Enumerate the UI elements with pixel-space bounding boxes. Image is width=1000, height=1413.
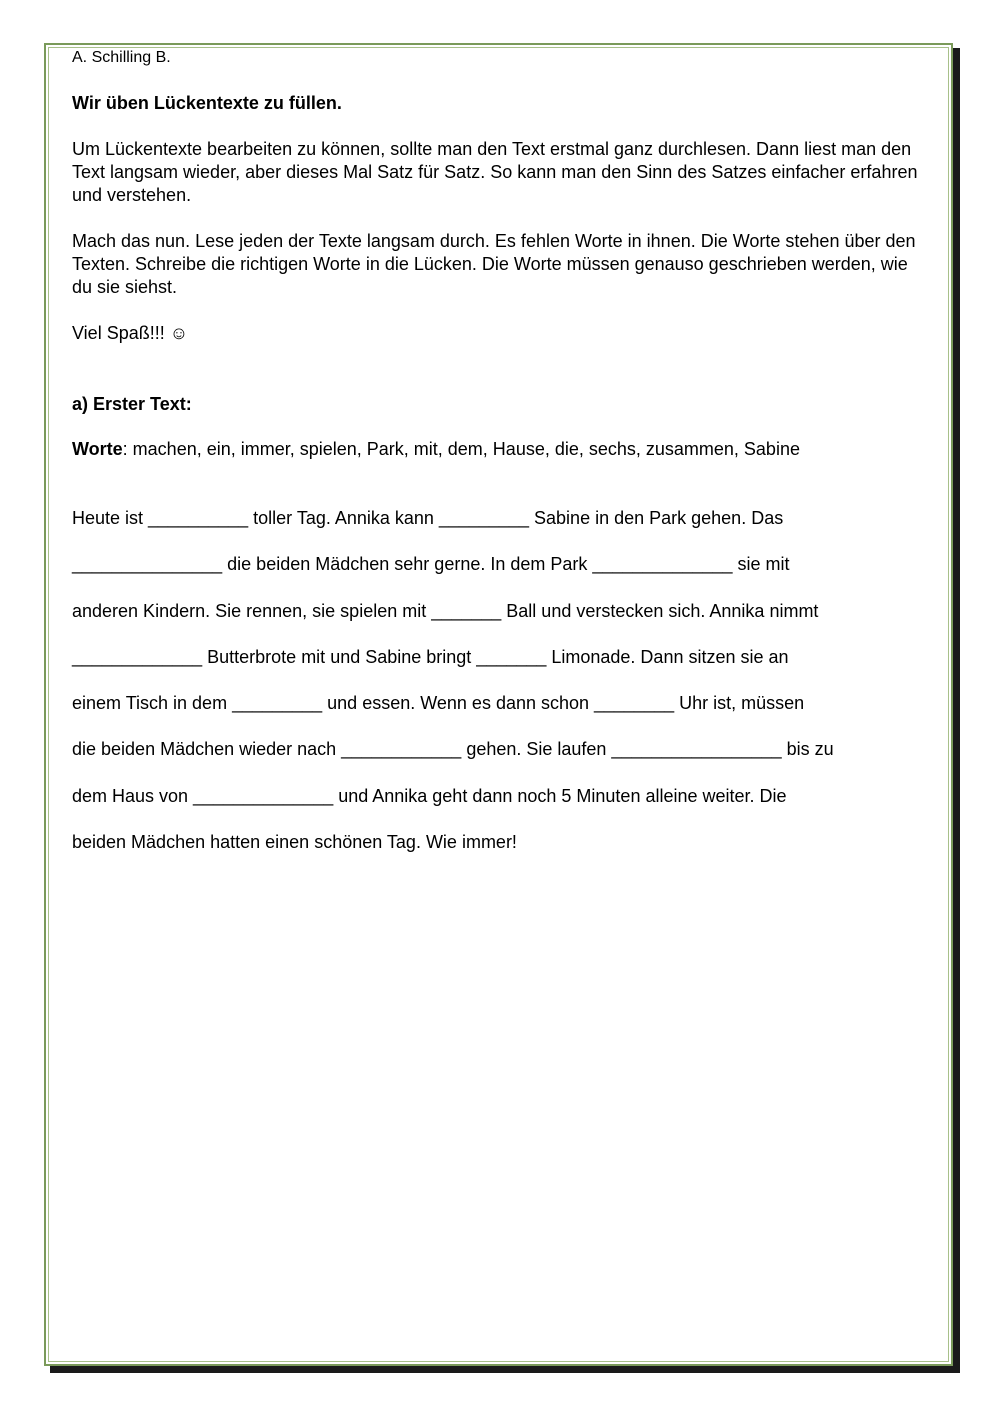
word-bank-list: : machen, ein, immer, spielen, Park, mit, dem, Hause, die, sechs, zusammen, Sabine [122, 439, 800, 459]
intro-paragraph-2: Mach das nun. Lese jeden der Texte langsam durch. Es fehlen Worte in ihnen. Die Worte stehen über den Texten. Schreibe die richtigen Worte in die Lücken. Die Worte müssen genauso geschrieben werden, wie du sie siehst. [72, 231, 916, 297]
word-bank [72, 438, 932, 461]
cloze-line: anderen Kindern. Sie rennen, sie spielen mit _______ Ball und verstecken sich. Annika nimmt [72, 600, 819, 621]
section-title: a) Erster Text: [72, 394, 192, 414]
intro-paragraph-3: Viel Spaß!!! ☺ [72, 323, 189, 343]
cloze-line: Heute ist __________ toller Tag. Annika kann _________ Sabine in den Park gehen. Das [72, 508, 784, 528]
worksheet-heading: Wir üben Lückentexte zu füllen. [72, 93, 342, 113]
worksheet-content [72, 48, 932, 877]
cloze-line: _____________ Butterbrote mit und Sabine bringt _______ Limonade. Dann sitzen sie an [72, 646, 789, 667]
cloze-line: dem Haus von ______________ und Annika geht dann noch 5 Minuten alleine weiter. Die [72, 785, 787, 806]
author-name: A. Schilling B. [72, 49, 171, 66]
cloze-line: beiden Mädchen hatten einen schönen Tag. Wie immer! [72, 832, 517, 853]
intro-paragraph-1: Um Lückentexte bearbeiten zu können, sollte man den Text erstmal ganz durchlesen. Dann liest man den Text langsam wieder, aber dieses Mal Satz für Satz. So kann man den Sinn des Satzes einfacher erfahren und verstehen. [72, 139, 918, 205]
cloze-line: die beiden Mädchen wieder nach ____________ gehen. Sie laufen _________________ bis zu [72, 739, 834, 760]
word-bank-label: Worte [72, 439, 123, 459]
cloze-line: einem Tisch in dem _________ und essen. Wenn es dann schon ________ Uhr ist, müssen [72, 693, 805, 714]
cloze-text [72, 507, 932, 877]
cloze-line: _______________ die beiden Mädchen sehr gerne. In dem Park ______________ sie mit [72, 554, 790, 575]
